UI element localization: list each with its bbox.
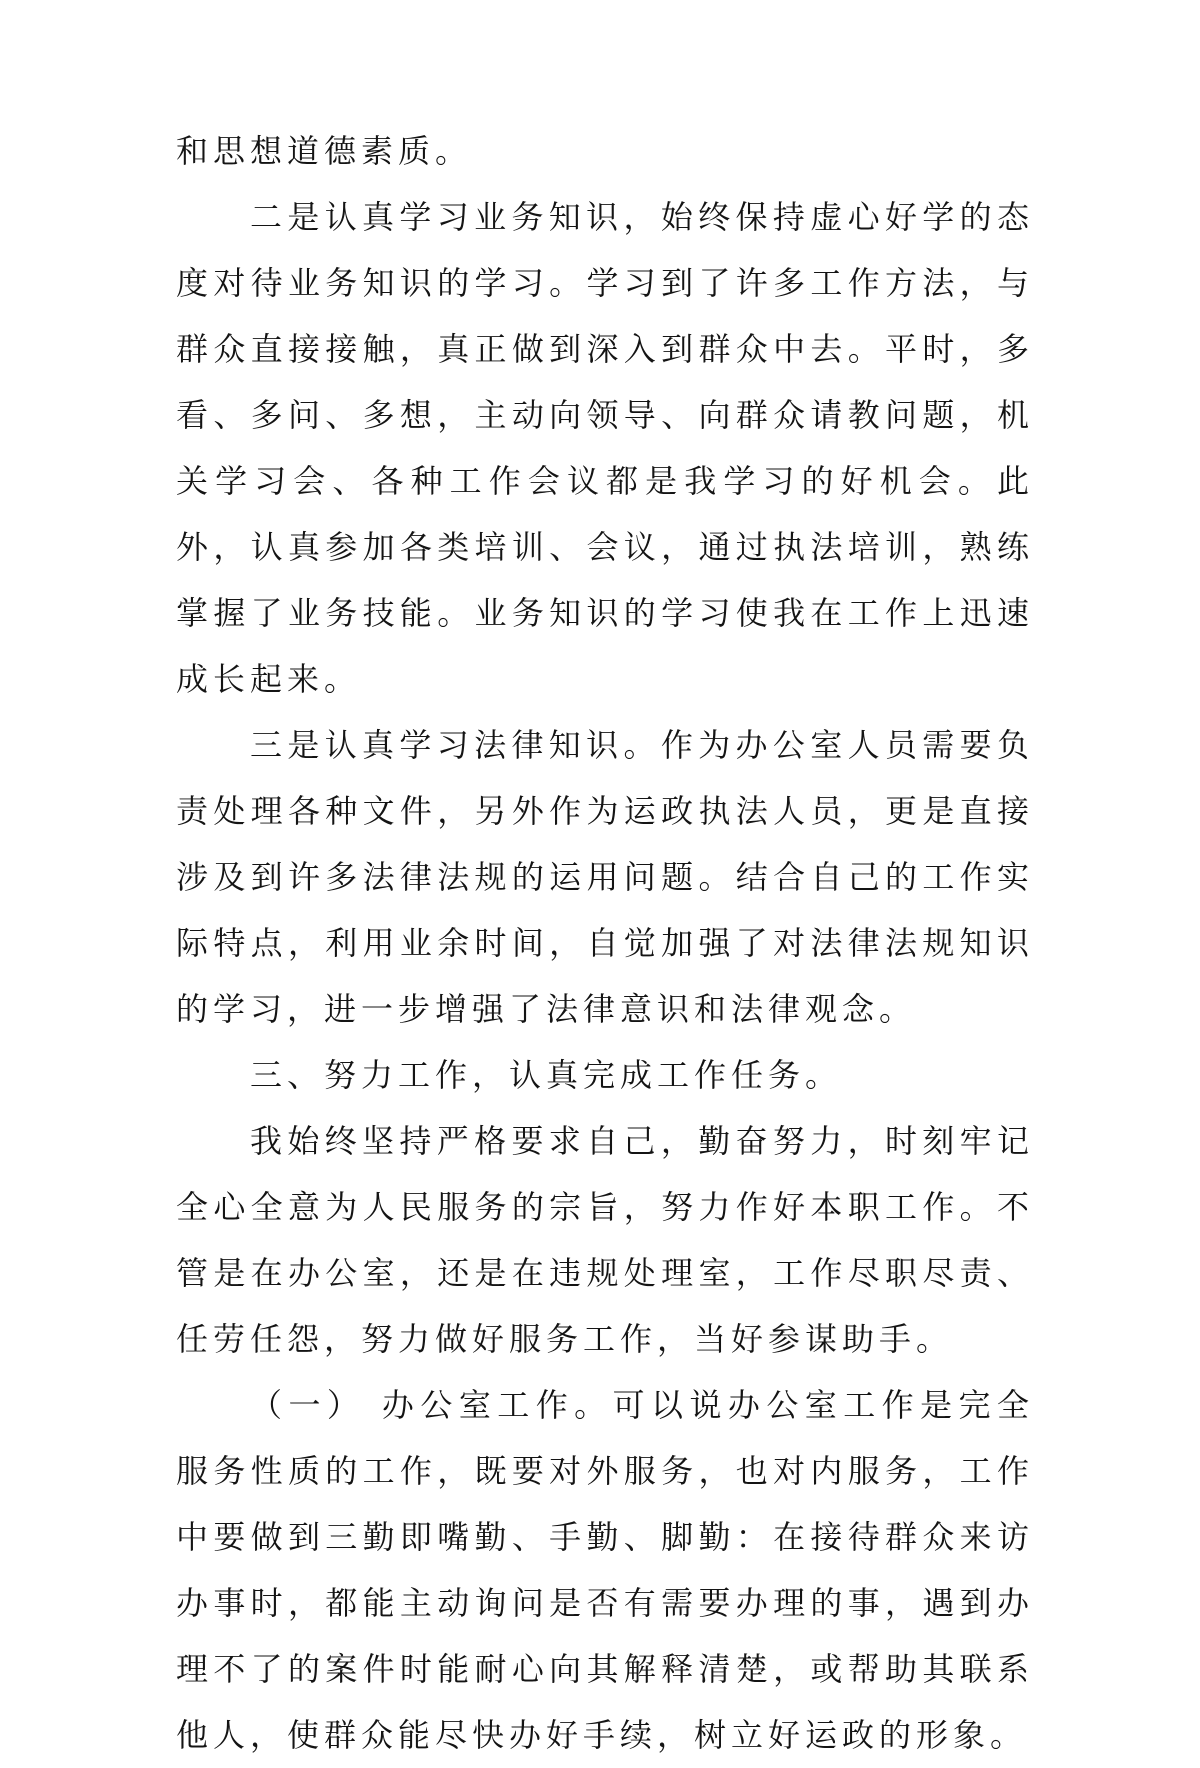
document-body xyxy=(176,118,1034,1768)
paragraph-office-work: （一） 办公室工作。可以说办公室工作是完全服务性质的工作，既要对外服务，也对内服务，工作中要做到三勤即嘴勤、手勤、脚勤：在接待群众来访办事时，都能主动询问是否有需要办理的事，遇到办理不了的案件时能耐心向其解释清楚，或帮助其联系他人，使群众能尽快办好手续，树立好运政的形象。 xyxy=(176,1386,1034,1754)
paragraph-business-knowledge: 二是认真学习业务知识，始终保持虚心好学的态度对待业务知识的学习。学习到了许多工作方法，与群众直接接触，真正做到深入到群众中去。平时，多看、多问、多想，主动向领导、向群众请教问题，机关学习会、各种工作会议都是我学习的好机会。此外，认真参加各类培训、会议，通过执法培训，熟练掌握了业务技能。业务知识的学习使我在工作上迅速成长起来。 xyxy=(176,198,1034,698)
paragraph-legal-knowledge: 三是认真学习法律知识。作为办公室人员需要负责处理各种文件，另外作为运政执法人员，更是直接涉及到许多法律法规的运用问题。结合自己的工作实际特点，利用业余时间，自觉加强了对法律法规知识的学习，进一步增强了法律意识和法律观念。 xyxy=(176,726,1034,1028)
paragraph-continuation: 和思想道德素质。 xyxy=(176,132,473,170)
section-heading-work-tasks: 三、努力工作，认真完成工作任务。 xyxy=(250,1056,843,1094)
paragraph-work-attitude: 我始终坚持严格要求自己，勤奋努力，时刻牢记全心全意为人民服务的宗旨，努力作好本职工作。不管是在办公室，还是在违规处理室，工作尽职尽责、任劳任怨，努力做好服务工作，当好参谋助手。 xyxy=(176,1122,1034,1358)
